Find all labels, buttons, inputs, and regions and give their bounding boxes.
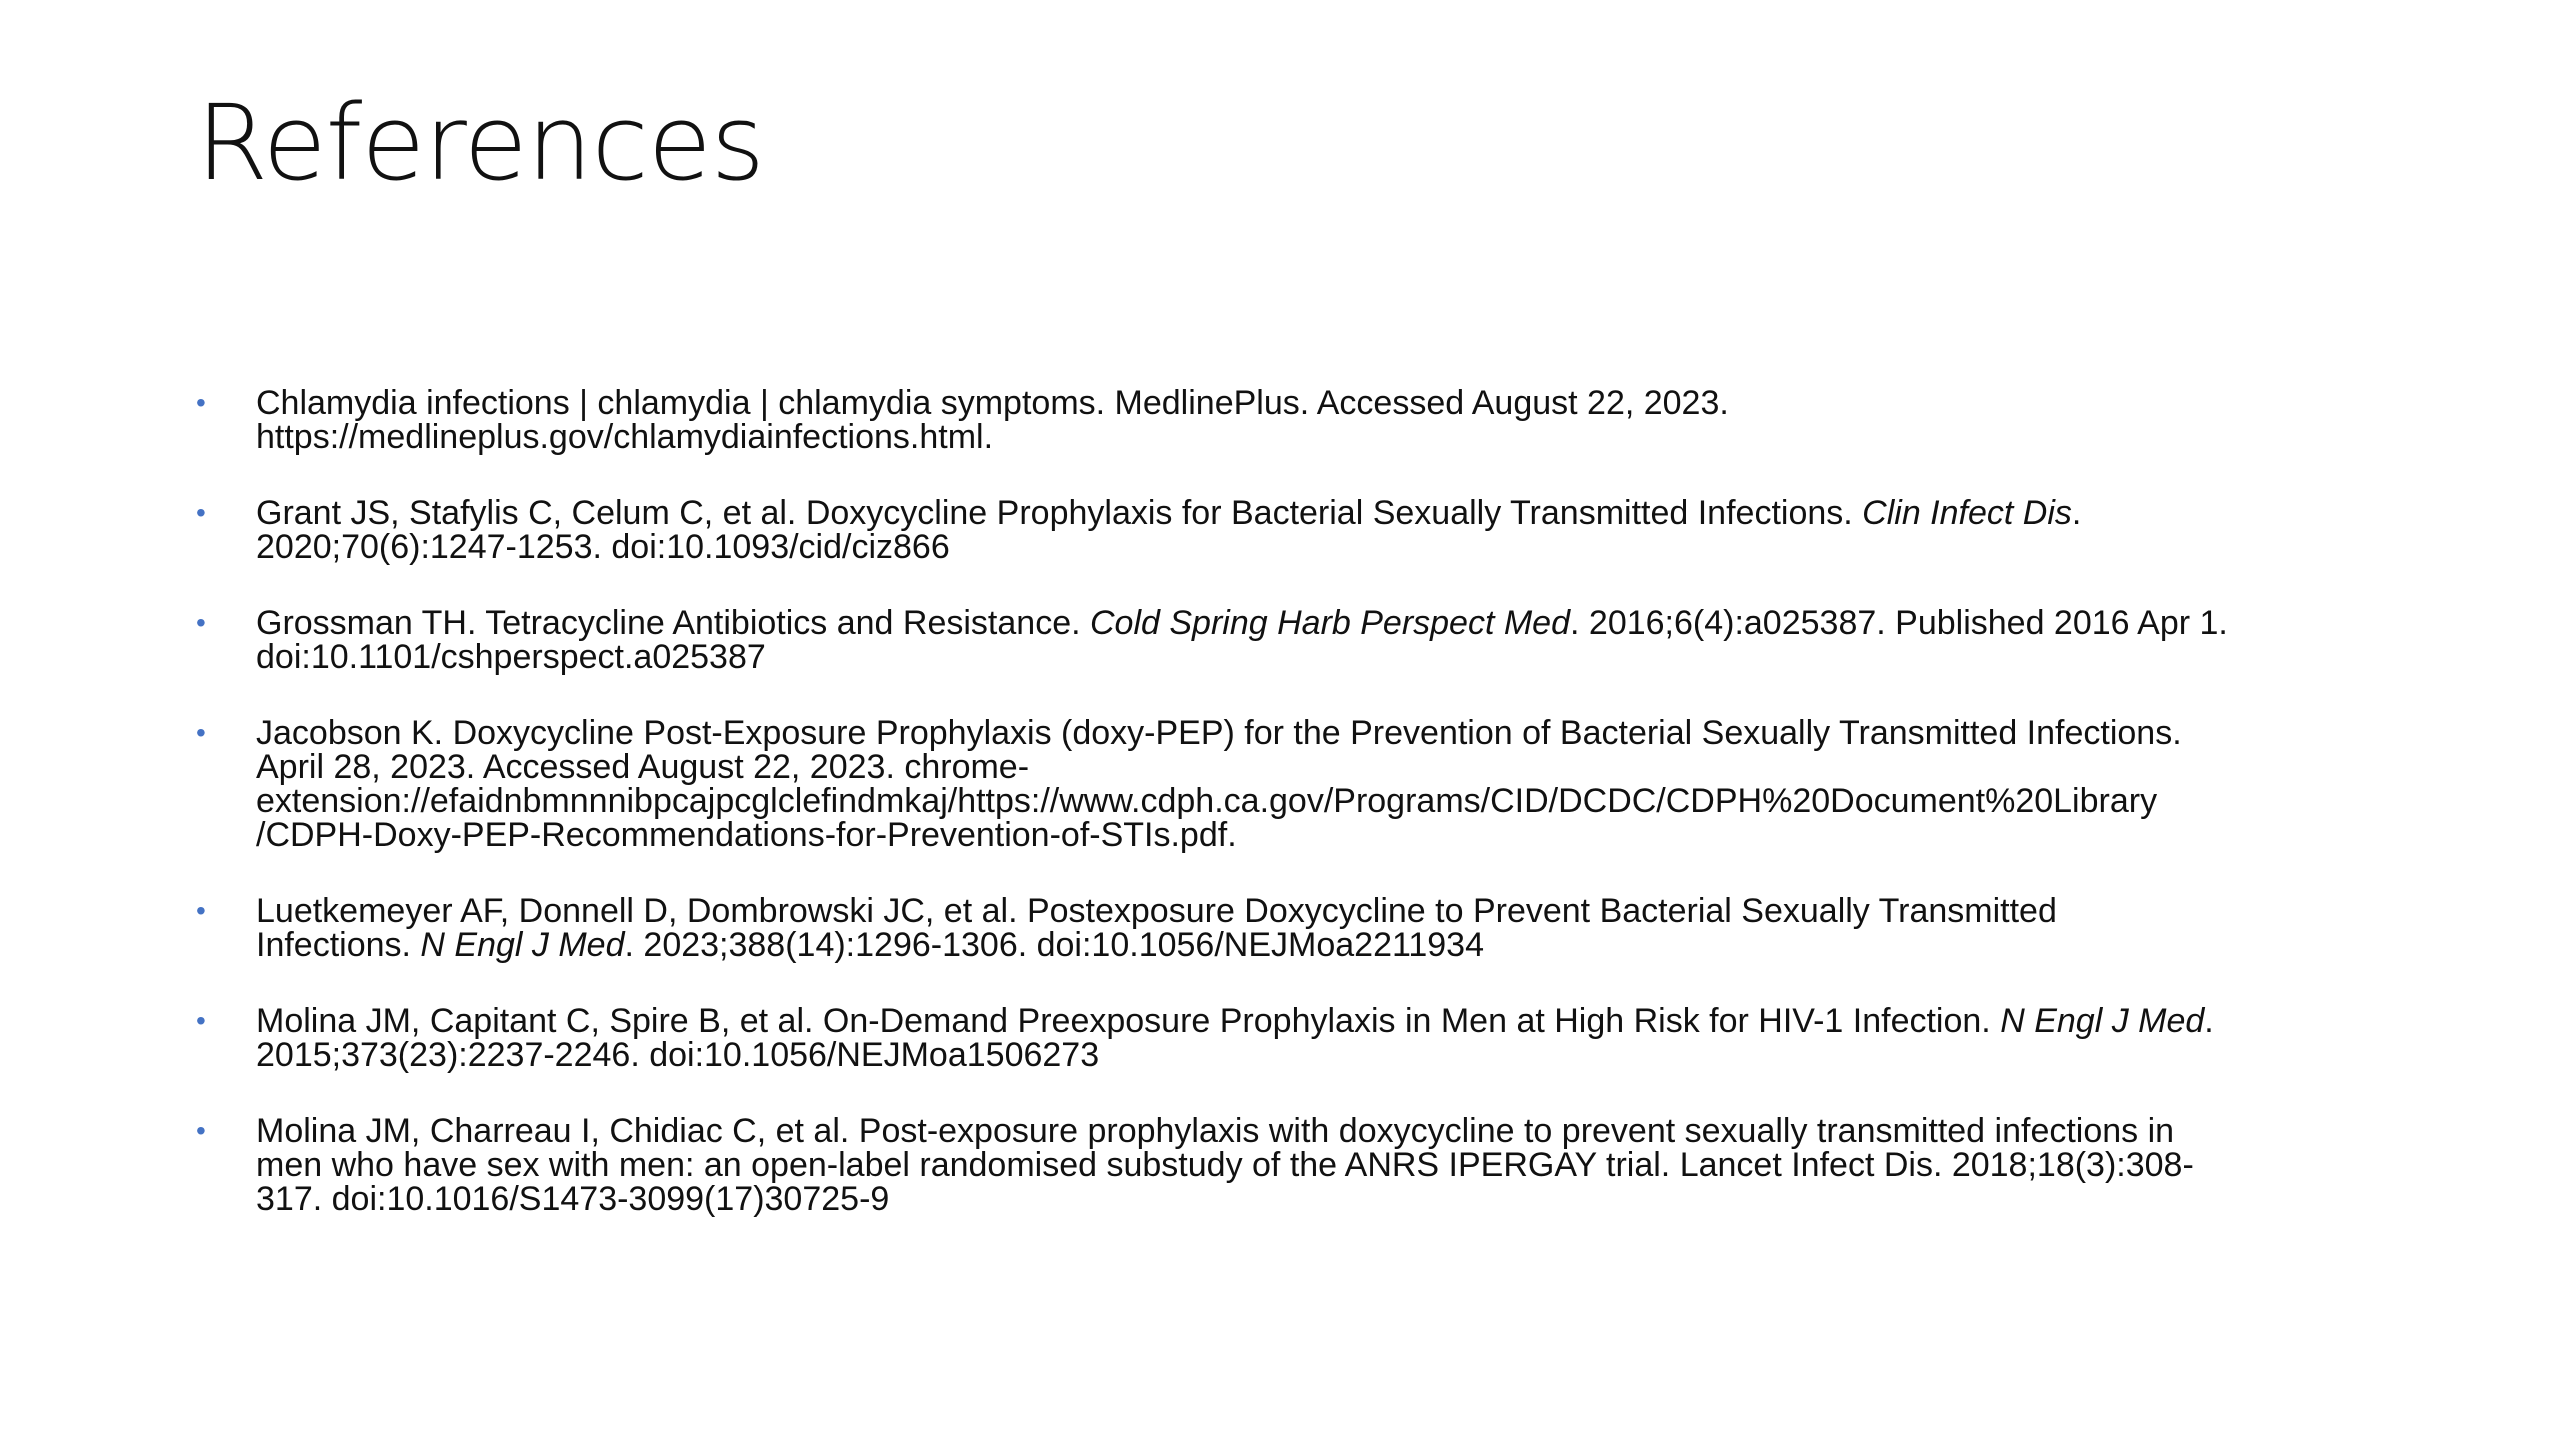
reference-text: Molina JM, Capitant C, Spire B, et al. On-Demand Preexposure Prophylaxis in Men at High Risk for HIV-1 Infection.: [256, 1002, 2001, 1040]
bullet-icon: •: [196, 387, 206, 418]
reference-text: Grossman TH. Tetracycline Antibiotics and Resistance.: [256, 604, 1090, 642]
reference-text: .: [2071, 494, 2082, 532]
reference-line: [256, 640, 2396, 674]
reference-line: [256, 894, 2396, 928]
reference-line: [256, 606, 2396, 640]
reference-item: [196, 386, 2396, 454]
reference-text: . 2016;6(4):a025387. Published 2016 Apr 1.: [1570, 604, 2228, 642]
bullet-icon: •: [196, 497, 206, 528]
reference-item: [196, 1004, 2396, 1072]
reference-line: [256, 1038, 2396, 1072]
reference-text: 2015;373(23):2237-2246. doi:10.1056/NEJMoa1506273: [256, 1036, 1100, 1074]
reference-item: [196, 496, 2396, 564]
reference-line: [256, 750, 2396, 784]
reference-text: /CDPH-Doxy-PEP-Recommendations-for-Prevention-of-STIs.pdf.: [256, 816, 1237, 854]
reference-text: April 28, 2023. Accessed August 22, 2023. chrome-: [256, 748, 1030, 786]
reference-line: [256, 1182, 2396, 1216]
reference-item: [196, 606, 2396, 674]
reference-list: [196, 386, 2396, 1258]
reference-line: [256, 1148, 2396, 1182]
reference-line: [256, 386, 2396, 420]
journal-name: N Engl J Med: [2000, 1002, 2205, 1040]
reference-line: [256, 1004, 2396, 1038]
journal-name: Clin Infect Dis: [1862, 494, 2072, 532]
bullet-icon: •: [196, 1115, 206, 1146]
reference-line: [256, 928, 2396, 962]
bullet-icon: •: [196, 717, 206, 748]
reference-text: 2020;70(6):1247-1253. doi:10.1093/cid/ciz866: [256, 528, 950, 566]
reference-line: [256, 784, 2396, 818]
reference-text: Chlamydia infections | chlamydia | chlamydia symptoms. MedlinePlus. Accessed August 22, 2023.: [256, 384, 1729, 422]
reference-item: [196, 1114, 2396, 1216]
reference-text: Jacobson K. Doxycycline Post-Exposure Prophylaxis (doxy-PEP) for the Prevention of Bacterial Sexually Transmitted Infections.: [256, 714, 2182, 752]
reference-text: Infections.: [256, 926, 421, 964]
bullet-icon: •: [196, 895, 206, 926]
reference-text: men who have sex with men: an open-label randomised substudy of the ANRS IPERGAY trial. Lancet Infect Dis. 2018;18(3):308-: [256, 1146, 2194, 1184]
reference-line: [256, 420, 2396, 454]
reference-text: .: [2204, 1002, 2214, 1040]
reference-line: [256, 818, 2396, 852]
reference-line: [256, 530, 2396, 564]
reference-text: doi:10.1101/cshperspect.a025387: [256, 638, 766, 676]
reference-text: extension://efaidnbmnnnibpcajpcglclefindmkaj/https://www.cdph.ca.gov/Programs/CID/DCDC/CDPH%20Document%20Library: [256, 782, 2158, 820]
reference-text: Molina JM, Charreau I, Chidiac C, et al. Post-exposure prophylaxis with doxycycline to prevent sexually transmitted infections in: [256, 1112, 2175, 1150]
reference-text: https://medlineplus.gov/chlamydiainfections.html.: [256, 418, 994, 456]
reference-text: Grant JS, Stafylis C, Celum C, et al. Doxycycline Prophylaxis for Bacterial Sexually Transmitted Infections.: [256, 494, 1863, 532]
reference-line: [256, 1114, 2396, 1148]
reference-line: [256, 716, 2396, 750]
bullet-icon: •: [196, 607, 206, 638]
journal-name: Cold Spring Harb Perspect Med: [1090, 604, 1571, 642]
journal-name: N Engl J Med: [420, 926, 625, 964]
slide-title: References: [196, 82, 764, 204]
reference-text: 317. doi:10.1016/S1473-3099(17)30725-9: [256, 1180, 890, 1218]
reference-text: Luetkemeyer AF, Donnell D, Dombrowski JC, et al. Postexposure Doxycycline to Prevent Bacterial Sexually Transmitted: [256, 892, 2057, 930]
reference-item: [196, 716, 2396, 852]
reference-item: [196, 894, 2396, 962]
bullet-icon: •: [196, 1005, 206, 1036]
reference-text: . 2023;388(14):1296-1306. doi:10.1056/NEJMoa2211934: [624, 926, 1484, 964]
reference-line: [256, 496, 2396, 530]
